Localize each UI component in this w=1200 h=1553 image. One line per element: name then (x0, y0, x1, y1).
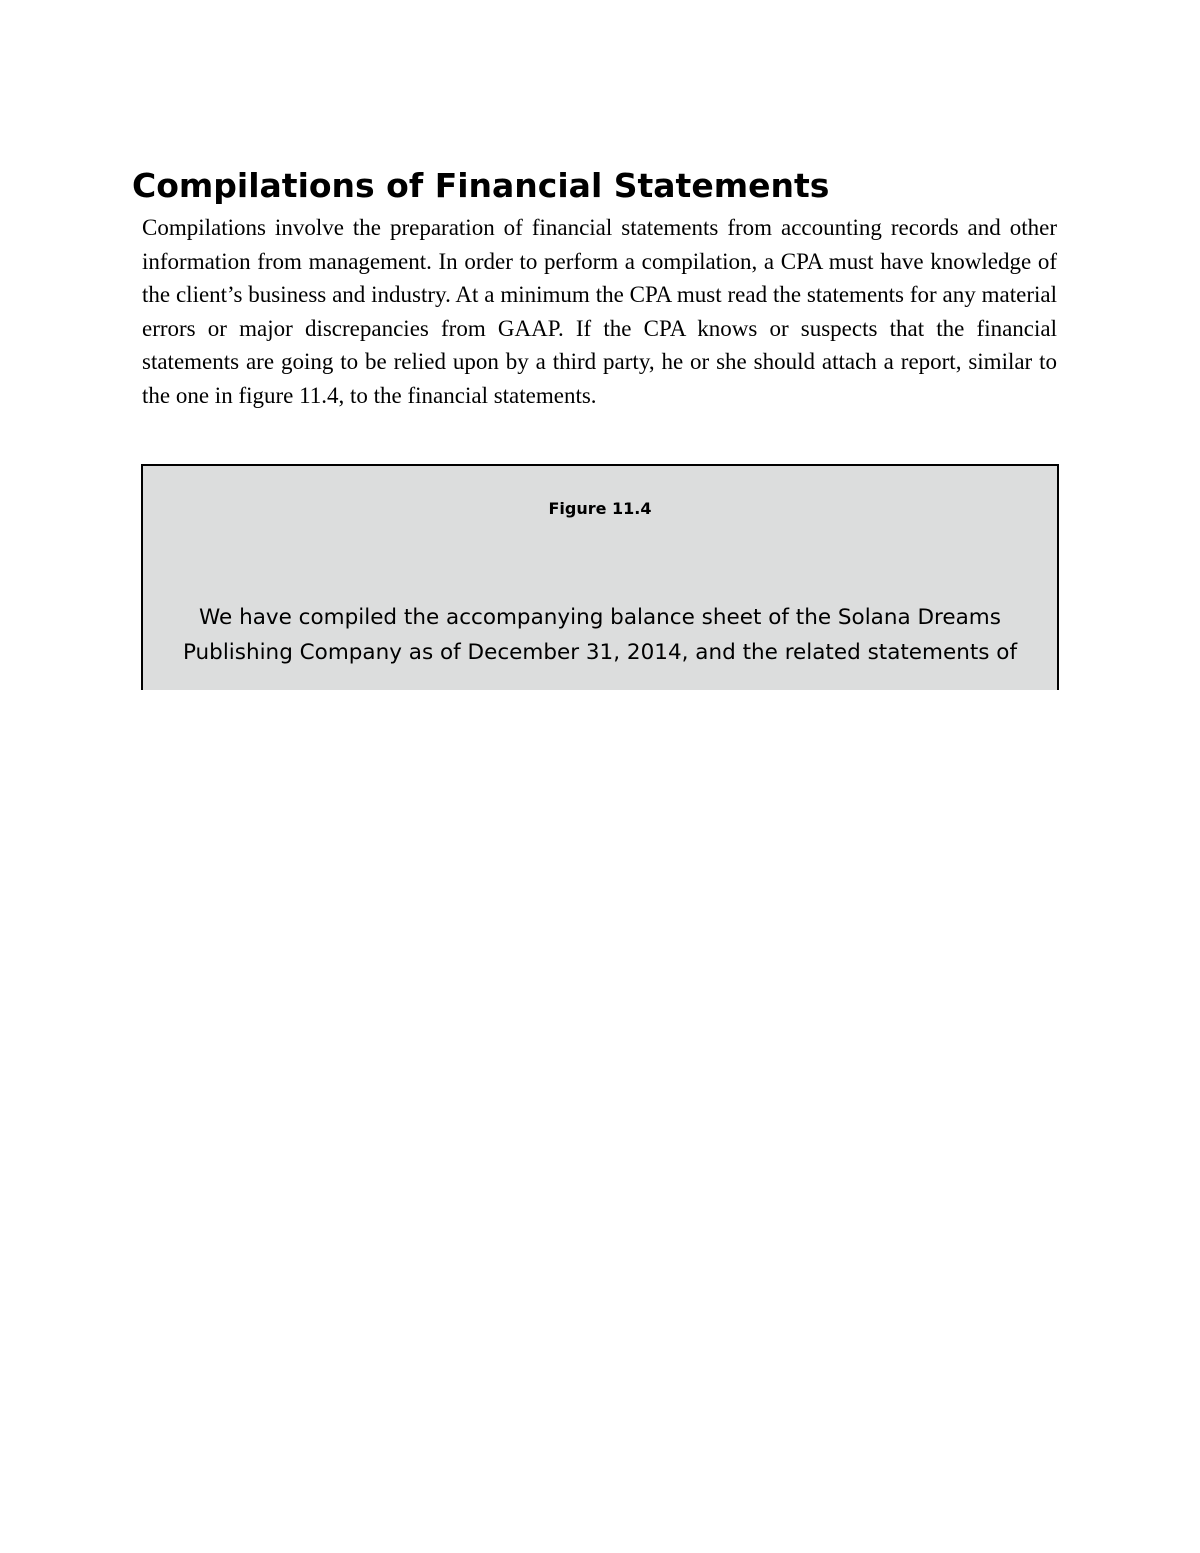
figure-report-text (163, 600, 1037, 670)
figure-box (141, 464, 1059, 690)
figure-text-line: Publishing Company as of December 31, 2014, and the related statements of (182, 640, 1018, 665)
section-heading: Compilations of Financial Statements (132, 166, 830, 205)
body-paragraph: Compilations involve the preparation of financial statements from accounting records and other information from management. In order to perform a compilation, a CPA must have knowledge of the client’s business and industry. At a minimum the CPA must read the statements for any material errors or major discrepancies from GAAP. If the CPA knows or suspects that the financial statements are going to be relied upon by a third party, he or she should attach a report, similar to the one in figure 11.4, to the financial statements. (142, 215, 1057, 408)
figure-caption: Figure 11.4 (548, 499, 652, 518)
figure-text-line: We have compiled the accompanying balance sheet of the Solana Dreams (199, 605, 1001, 630)
